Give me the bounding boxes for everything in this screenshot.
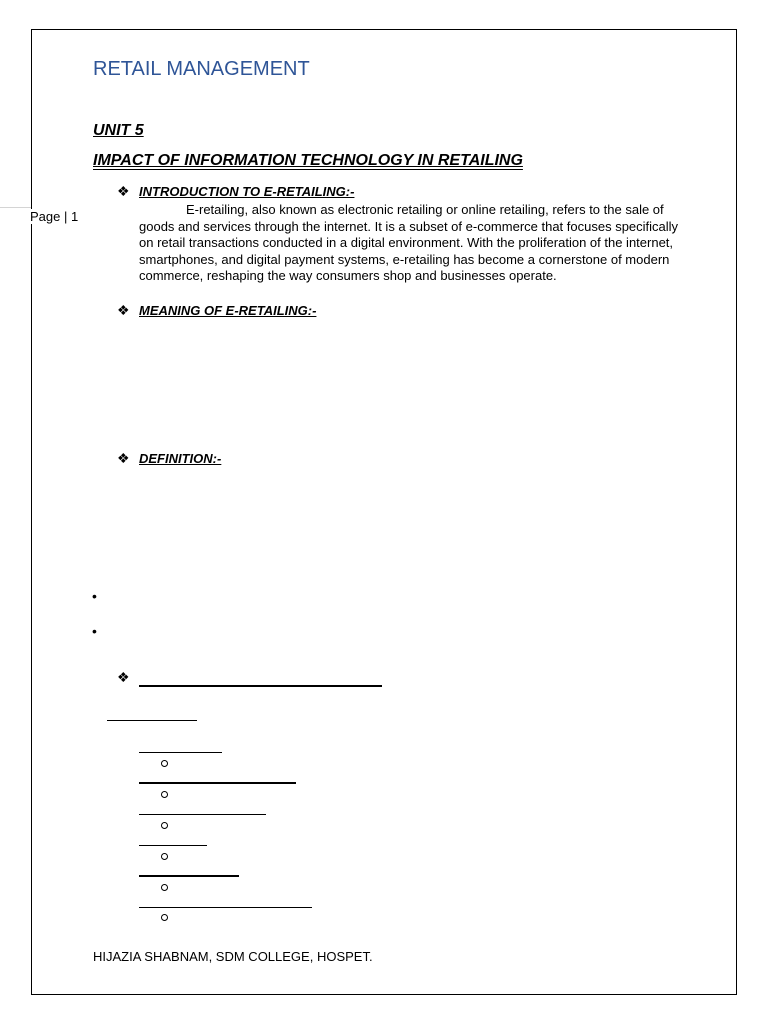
- hollow-circle-icon: [161, 791, 168, 798]
- intro-section-heading: INTRODUCTION TO E-RETAILING:-: [139, 184, 355, 199]
- diamond-bullet-icon: ❖: [117, 669, 130, 685]
- blank-heading-underline: [139, 685, 382, 687]
- hollow-circle-icon: [161, 822, 168, 829]
- hollow-circle-icon: [161, 914, 168, 921]
- document-header-title: RETAIL MANAGEMENT: [93, 58, 310, 80]
- document-footer: HIJAZIA SHABNAM, SDM COLLEGE, HOSPET.: [93, 949, 373, 964]
- bullet-dot-icon: •: [92, 623, 97, 639]
- diamond-bullet-icon: ❖: [117, 450, 130, 466]
- meaning-section-heading: MEANING OF E-RETAILING:-: [139, 303, 317, 318]
- blank-list-underline: [139, 814, 266, 815]
- blank-list-underline: [139, 782, 296, 784]
- page-number-label: Page | 1: [30, 209, 79, 224]
- page-tab-divider: [0, 207, 31, 208]
- diamond-bullet-icon: ❖: [117, 183, 130, 199]
- hollow-circle-icon: [161, 884, 168, 891]
- unit-heading: UNIT 5: [93, 122, 144, 139]
- bullet-dot-icon: •: [92, 588, 97, 604]
- blank-list-underline: [139, 752, 222, 753]
- blank-subheading-underline: [107, 720, 197, 721]
- chapter-title: IMPACT OF INFORMATION TECHNOLOGY IN RETAILING: [93, 152, 523, 169]
- hollow-circle-icon: [161, 853, 168, 860]
- definition-section-heading: DEFINITION:-: [139, 451, 222, 466]
- page-border: [31, 29, 737, 995]
- diamond-bullet-icon: ❖: [117, 302, 130, 318]
- blank-list-underline: [139, 907, 312, 908]
- blank-list-underline: [139, 845, 207, 846]
- intro-paragraph: E-retailing, also known as electronic retailing or online retailing, refers to the sale of goods and services through the internet. It is a subset of e-commerce that focuses specifically on retail transactions conducted in a digital environment. With the proliferation of the internet, smartphones, and digital payment systems, e-retailing has become a cornerstone of modern commerce, reshaping the way consumers shop and businesses operate.: [139, 202, 679, 284]
- hollow-circle-icon: [161, 760, 168, 767]
- blank-list-underline: [139, 875, 239, 877]
